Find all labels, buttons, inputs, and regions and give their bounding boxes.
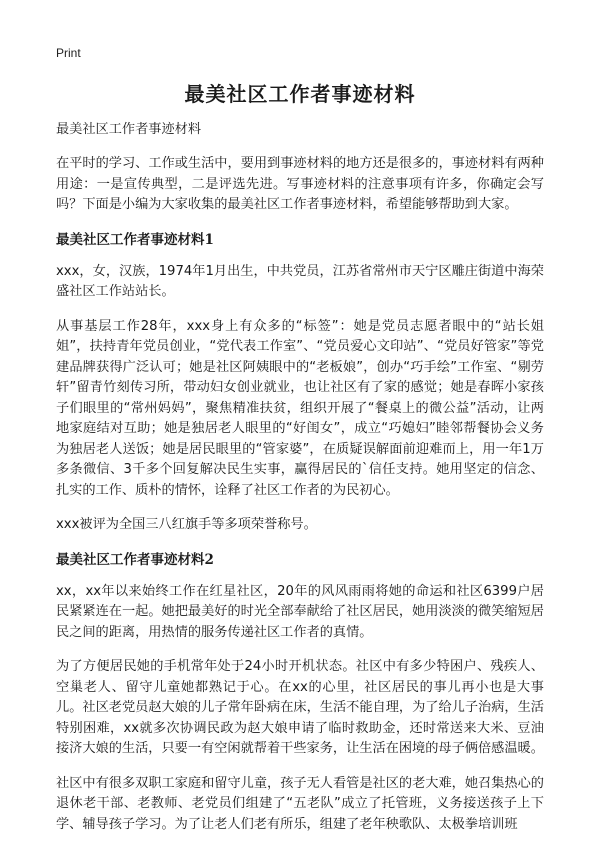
print-link[interactable]: Print — [56, 46, 81, 60]
section-paragraph: xx，xx年以来始终工作在红星社区，20年的风风雨雨将她的命运和社区6399户居民紧紧连在一起。她把最美好的时光全部奉献给了社区居民，她用淡淡的微笑缩短居民之间的距离，用热情的服务传递社区工作者的真情。 — [56, 583, 544, 640]
section-heading: 最美社区工作者事迹材料2 — [56, 551, 214, 568]
document-body — [56, 120, 544, 849]
section-heading: 最美社区工作者事迹材料1 — [56, 231, 214, 248]
document-title: 最美社区工作者事迹材料 — [184, 82, 416, 106]
intro-paragraph: 在平时的学习、工作或生活中，要用到事迹材料的地方还是很多的，事迹材料有两种用途：一是宣传典型，二是评选先进。写事迹材料的注意事项有许多，你确定会写吗？下面是小编为大家收集的最美社区工作者事迹材料，希望能够帮助到大家。 — [56, 156, 544, 212]
section-paragraph: xxx被评为全国三八红旗手等多项荣誉称号。 — [56, 517, 317, 532]
section-paragraph: 从事基层工作28年，xxx身上有众多的“标签”：她是党员志愿者眼中的“站长姐姐”，扶持青年党员创业，“党代表工作室”、“党员爱心文印站”、“党员好管家”等党建品牌获得广泛认可；她是社区阿姨眼中的“老板娘”，创办“巧手绘”工作室、“剔劳轩”留青竹刻传习所，带动妇女创业就业，也让社区有了家的感觉；她是春晖小家孩子们眼里的“常州妈妈”，聚焦精准扶贫，组织开展了“餐桌上的微公益”活动，让两地家庭结对互助；她是独居老人眼里的“好闺女”，成立“巧媳妇”睦邻帮餐协会义务为独居老人送饭；她是居民眼里的“管家婆”，在质疑误解面前迎难而上，用一年1万多条微信、3千多个回复解决民生实事，赢得居民的`信任支持。她用坚定的信念、扎实的工作、质朴的情怀，诠释了社区工作者的为民初心。 — [56, 318, 544, 498]
document-subtitle: 最美社区工作者事迹材料 — [56, 122, 202, 137]
section-paragraph: xxx，女，汉族，1974年1月出生，中共党员，江苏省常州市天宁区雕庄街道中海荣盛社区工作站站长。 — [56, 263, 544, 299]
section-paragraph: 为了方便居民她的手机常年处于24小时开机状态。社区中有多少特困户、残疾人、空巢老人、留守儿童她都熟记于心。在xx的心里，社区居民的事儿再小也是大事儿。社区老党员赵大娘的儿子常年卧病在床，生活不能自理，为了给儿子治病，生活特别困难，xx就多次协调民政为赵大娘申请了临时救助金，还时常送来大米、豆油接济大娘的生活，只要一有空闲就帮着干些家务，让生活在困境的母子俩倍感温暖。 — [56, 659, 544, 756]
section-paragraph: 社区中有很多双职工家庭和留守儿童，孩子无人看管是社区的老大难，她召集热心的退休老干部、老教师、老党员们组建了“五老队”成立了托管班，义务接送孩子上下学、辅导孩子学习。为了让老人们老有所乐，组建了老年秧歌队、太极拳培训班 — [56, 775, 544, 832]
